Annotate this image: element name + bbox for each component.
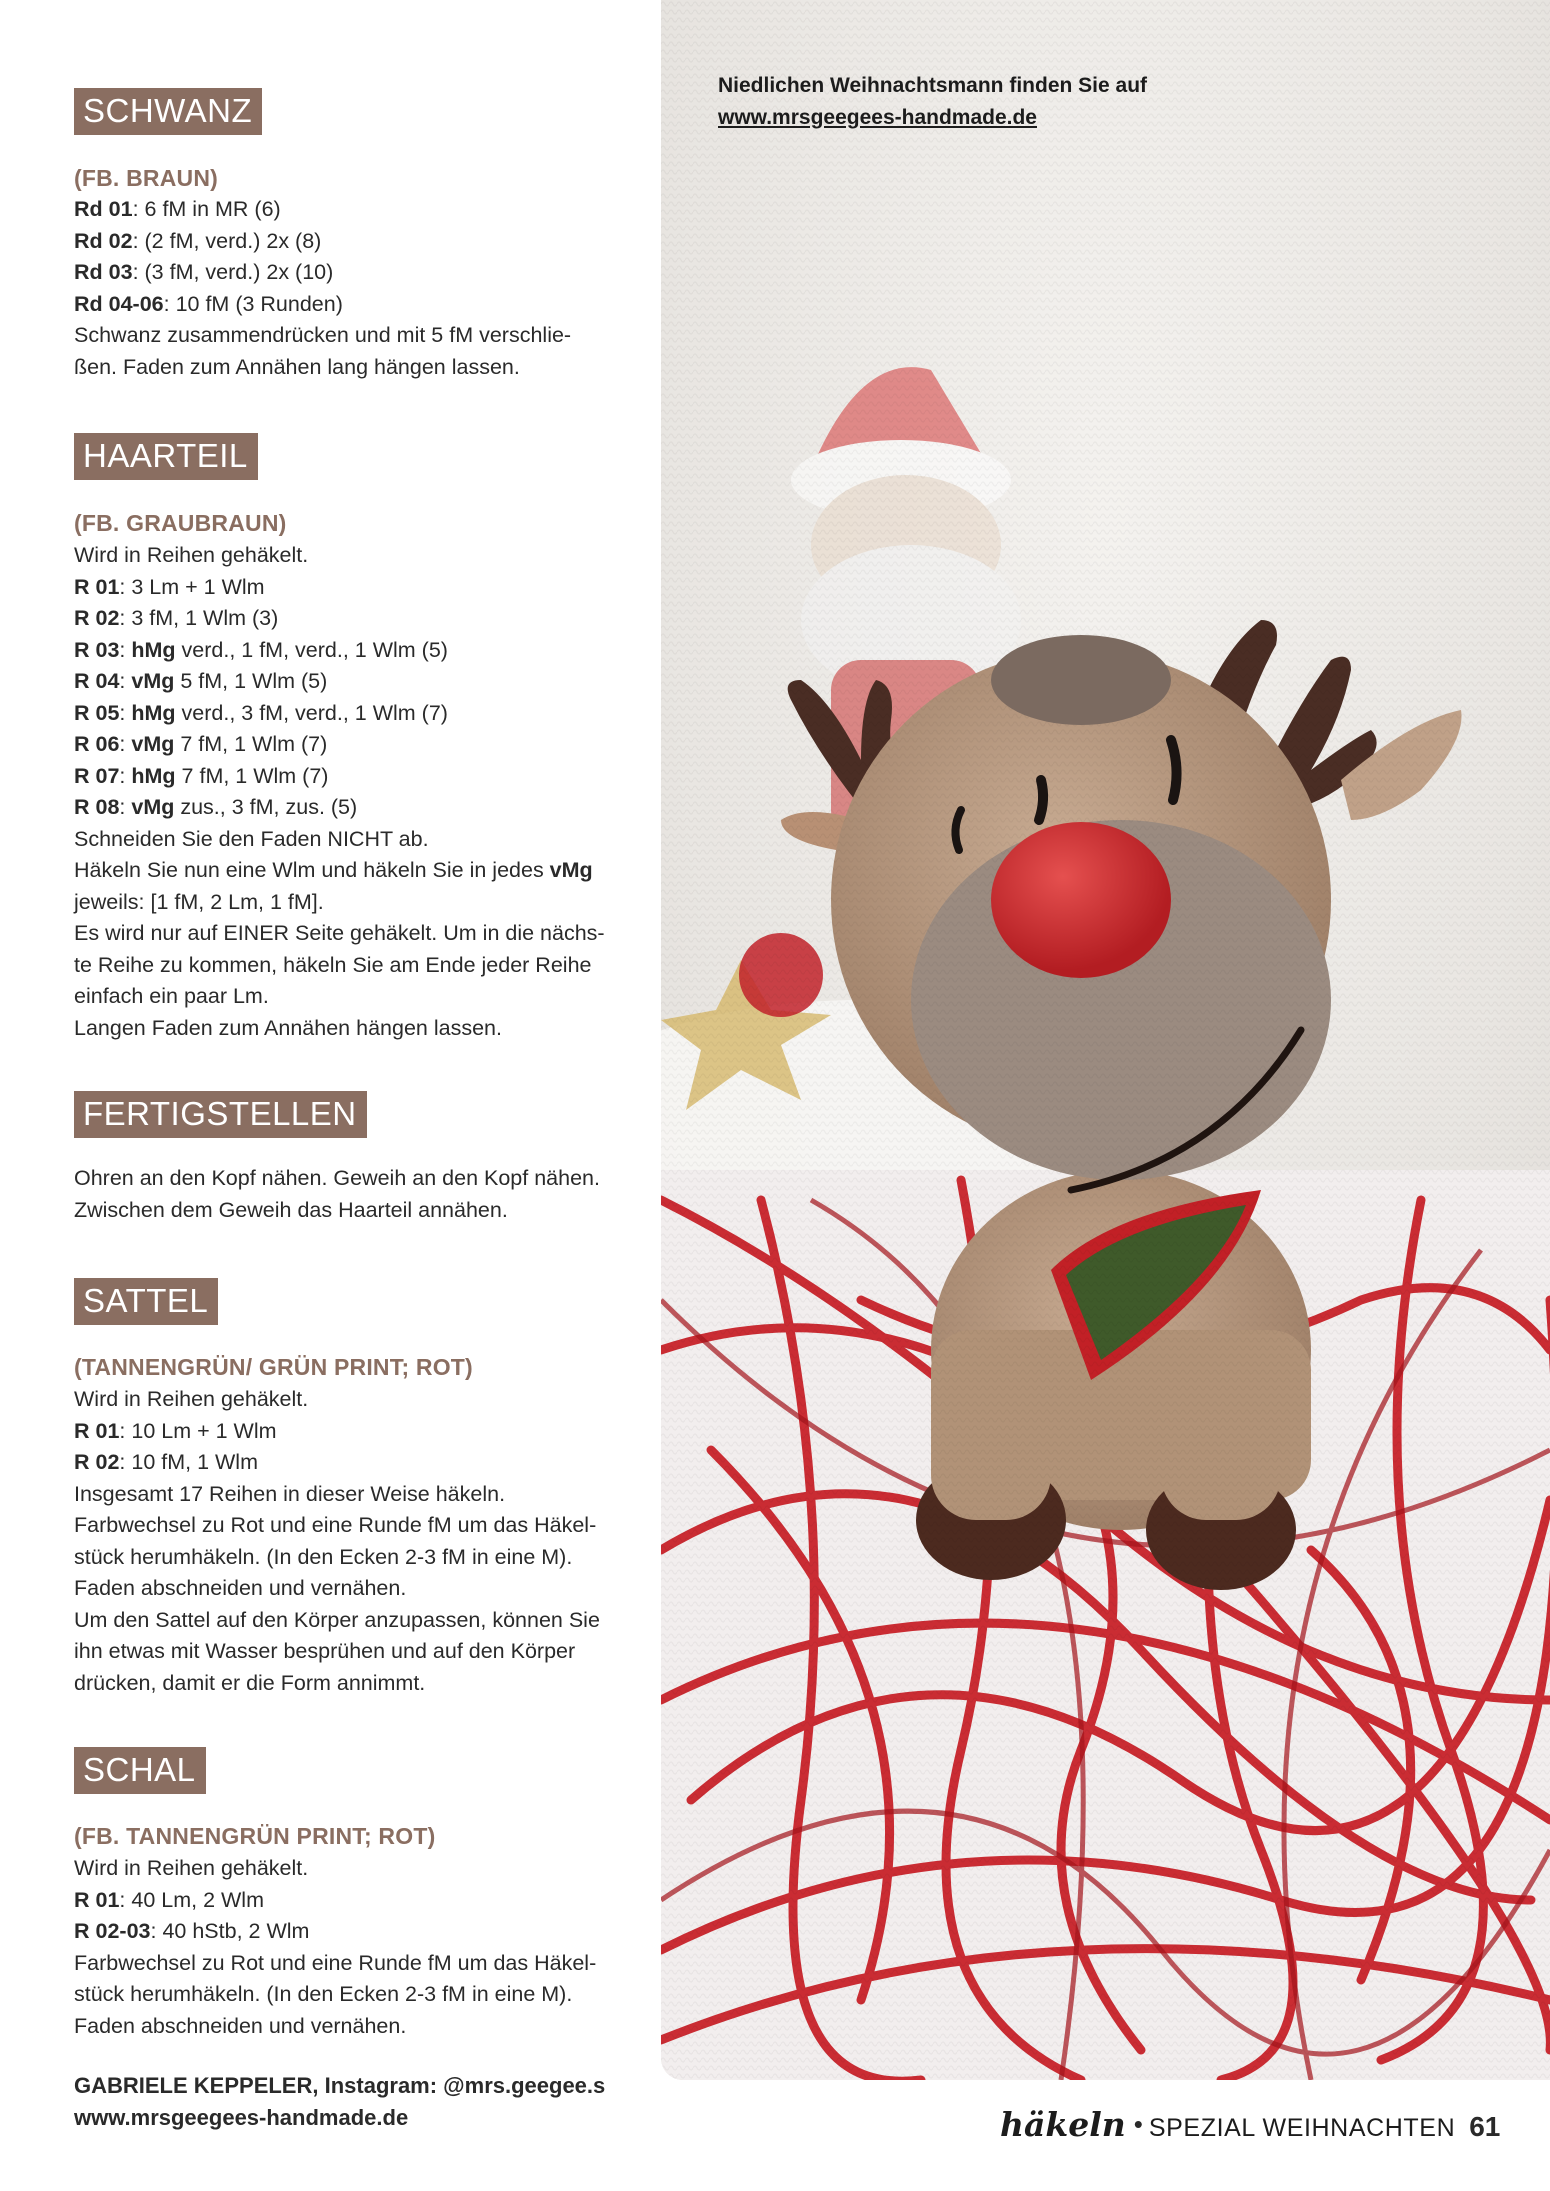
reindeer-figure bbox=[661, 0, 1550, 2080]
page-number: 61 bbox=[1469, 2111, 1501, 2142]
instruction-line: jeweils: [1 fM, 2 Lm, 1 fM]. bbox=[74, 889, 324, 914]
instructions-fertigstellen bbox=[74, 1163, 604, 1226]
reindeer-photo bbox=[661, 0, 1550, 2080]
instruction-line: Farbwechsel zu Rot und eine Runde fM um das Häkel- bbox=[74, 1513, 597, 1537]
instruction-line: Faden abschneiden und vernähen. bbox=[74, 2013, 407, 2038]
photo-caption bbox=[718, 70, 1147, 133]
yarn-color-sattel: (TANNENGRÜN/ GRÜN PRINT; ROT) bbox=[74, 1354, 473, 1380]
yarn-color-haarteil: (FB. GRAUBRAUN) bbox=[74, 510, 287, 536]
instruction-line: Wird in Reihen gehäkelt. bbox=[74, 1387, 309, 1411]
instruction-line: Zwischen dem Geweih das Haarteil annähen. bbox=[74, 1197, 508, 1222]
instructions-schal bbox=[74, 1853, 604, 2042]
section-heading-schal: SCHAL bbox=[74, 1747, 206, 1794]
instruction-line: Rd 03: (3 fM, verd.) 2x (10) bbox=[74, 260, 334, 284]
instruction-line: R 02: 10 fM, 1 Wlm bbox=[74, 1450, 258, 1474]
page-footer bbox=[1000, 2105, 1500, 2155]
reindeer-amigurumi-illustration bbox=[661, 0, 1550, 2080]
yarn-color-schwanz: (FB. BRAUN) bbox=[74, 165, 219, 191]
instruction-line: R 01: 3 Lm + 1 Wlm bbox=[74, 574, 265, 599]
instruction-line: R 05: hMg verd., 3 fM, verd., 1 Wlm (7) bbox=[74, 700, 448, 725]
instruction-line: Schneiden Sie den Faden NICHT ab. bbox=[74, 826, 429, 851]
instruction-line: Langen Faden zum Annähen hängen lassen. bbox=[74, 1015, 502, 1040]
instruction-line: Es wird nur auf EINER Seite gehäkelt. Um in die nächs- bbox=[74, 921, 605, 945]
instruction-line: Insgesamt 17 Reihen in dieser Weise häkeln. bbox=[74, 1481, 506, 1506]
instruction-line: te Reihe zu kommen, häkeln Sie am Ende jeder Reihe bbox=[74, 952, 592, 977]
section-heading-schwanz: SCHWANZ bbox=[74, 88, 262, 135]
instructions-haarteil bbox=[74, 540, 604, 1044]
instruction-line: R 07: hMg 7 fM, 1 Wlm (7) bbox=[74, 763, 329, 788]
instruction-line: R 04: vMg 5 fM, 1 Wlm (5) bbox=[74, 669, 328, 693]
instruction-line: einfach ein paar Lm. bbox=[74, 984, 269, 1008]
instruction-line: Ohren an den Kopf nähen. Geweih an den Kopf nähen. bbox=[74, 1166, 600, 1190]
section-heading-sattel: SATTEL bbox=[74, 1278, 218, 1325]
instruction-line: Schwanz zusammendrücken und mit 5 fM verschlie- bbox=[74, 323, 572, 347]
author-credit bbox=[74, 2070, 605, 2133]
instruction-line: Farbwechsel zu Rot und eine Runde fM um das Häkel- bbox=[74, 1950, 597, 1975]
caption-text: Niedlichen Weihnachtsmann finden Sie auf bbox=[718, 74, 1148, 97]
instruction-line: R 01: 40 Lm, 2 Wlm bbox=[74, 1887, 264, 1912]
instruction-line: R 08: vMg zus., 3 fM, zus. (5) bbox=[74, 795, 358, 819]
author-website[interactable]: www.mrsgeegees-handmade.de bbox=[74, 2104, 409, 2130]
instruction-line: Rd 01: 6 fM in MR (6) bbox=[74, 197, 281, 221]
instruction-line: R 03: hMg verd., 1 fM, verd., 1 Wlm (5) bbox=[74, 637, 448, 662]
instruction-line: R 02: 3 fM, 1 Wlm (3) bbox=[74, 606, 279, 630]
instructions-sattel bbox=[74, 1384, 604, 1699]
instruction-line: Faden abschneiden und vernähen. bbox=[74, 1576, 407, 1600]
instruction-line: drücken, damit er die Form annimmt. bbox=[74, 1670, 426, 1695]
instruction-line: Rd 02: (2 fM, verd.) 2x (8) bbox=[74, 228, 322, 253]
instruction-line: R 06: vMg 7 fM, 1 Wlm (7) bbox=[74, 732, 328, 756]
section-heading-fertigstellen: FERTIGSTELLEN bbox=[74, 1091, 367, 1138]
magazine-issue: SPEZIAL WEIHNACHTEN bbox=[1148, 2114, 1456, 2142]
yarn-color-schal: (FB. TANNENGRÜN PRINT; ROT) bbox=[74, 1823, 436, 1849]
instruction-line: Wird in Reihen gehäkelt. bbox=[74, 543, 309, 567]
magazine-logo: häkeln bbox=[1000, 2105, 1126, 2144]
instruction-line: stück herumhäkeln. (In den Ecken 2-3 fM in eine M). bbox=[74, 1982, 573, 2006]
instruction-line: ihn etwas mit Wasser besprühen und auf den Körper bbox=[74, 1639, 576, 1663]
instruction-line: Um den Sattel auf den Körper anzupassen, können Sie bbox=[74, 1607, 600, 1632]
author-name: GABRIELE KEPPELER, Instagram: @mrs.geegee.s bbox=[74, 2073, 606, 2098]
instruction-line: Wird in Reihen gehäkelt. bbox=[74, 1856, 309, 1880]
instruction-line: stück herumhäkeln. (In den Ecken 2-3 fM in eine M). bbox=[74, 1544, 573, 1569]
section-heading-haarteil: HAARTEIL bbox=[74, 433, 258, 480]
instruction-line: Rd 04-06: 10 fM (3 Runden) bbox=[74, 291, 343, 316]
instruction-line: R 01: 10 Lm + 1 Wlm bbox=[74, 1418, 277, 1443]
instruction-line: R 02-03: 40 hStb, 2 Wlm bbox=[74, 1919, 310, 1943]
instruction-line: Häkeln Sie nun eine Wlm und häkeln Sie in jedes vMg bbox=[74, 858, 593, 882]
caption-link[interactable]: www.mrsgeegees-handmade.de bbox=[718, 105, 1037, 129]
bullet-separator: • bbox=[1133, 2109, 1143, 2139]
instruction-line: ßen. Faden zum Annähen lang hängen lassen. bbox=[74, 354, 520, 379]
instructions-schwanz bbox=[74, 194, 604, 383]
